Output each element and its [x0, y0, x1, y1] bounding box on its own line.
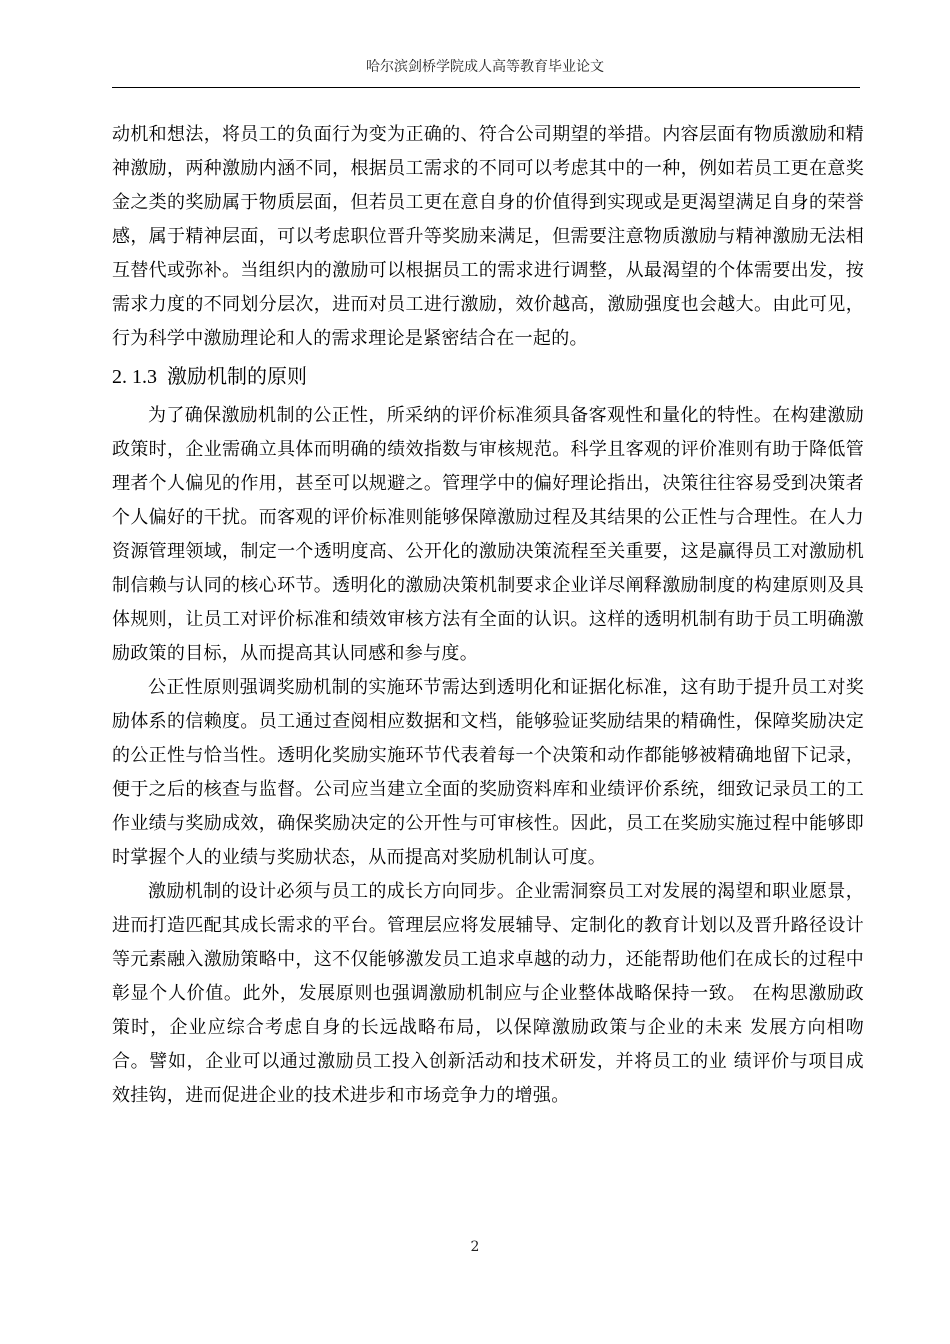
document-body: [112, 118, 864, 1113]
paragraph-objectivity: 为了确保激励机制的公正性，所采纳的评价标准须具备客观性和量化的特性。在构建激励政策时，企业需确立具体而明确的绩效指数与审核规范。科学且客观的评价准则有助于降低管理者个人偏见的作用，甚至可以规避之。管理学中的偏好理论指出，决策往往容易受到决策者个人偏好的干扰。而客观的评价标准则能够保障激励过程及其结果的公正性与合理性。在人力资源管理领域，制定一个透明度高、公开化的激励决策流程至关重要，这是赢得员工对激励机制信赖与认同的核心环节。透明化的激励决策机制要求企业详尽阐释激励制度的构建原则及具体规则，让员工对评价标准和绩效审核方法有全面的认识。这样的透明机制有助于员工明确激励政策的目标，从而提高其认同感和参与度。: [112, 405, 864, 664]
page-header-title: 哈尔滨剑桥学院成人高等教育毕业论文: [366, 59, 604, 75]
header-divider: [112, 87, 860, 88]
section-title: 激励机制的原则: [167, 364, 307, 388]
section-heading: [112, 358, 864, 395]
paragraph-development: 激励机制的设计必须与员工的成长方向同步。企业需洞察员工对发展的渴望和职业愿景，进而打造匹配其成长需求的平台。管理层应将发展辅导、定制化的教育计划以及晋升路径设计等元素融入激励策略中，这不仅能够激发员工追求卓越的动力，还能帮助他们在成长的过程中彰显个人价值。此外，发展原则也强调激励机制应与企业整体战略保持一致。 在构思激励政策时，企业应综合考虑自身的长远战略布局，以保障激励政策与企业的未来 发展方向相吻合。譬如，企业可以通过激励员工投入创新活动和技术研发，并将员工的业 绩评价与项目成效挂钩，进而促进企业的技术进步和市场竞争力的增强。: [112, 881, 864, 1106]
page-number: 2: [470, 1239, 480, 1255]
paragraph-continued: 动机和想法，将员工的负面行为变为正确的、符合公司期望的举措。内容层面有物质激励和精神激励，两种激励内涵不同，根据员工需求的不同可以考虑其中的一种，例如若员工更在意奖金之类的奖励属于物质层面，但若员工更在意自身的价值得到实现或是更渴望满足自身的荣誉感，属于精神层面，可以考虑职位晋升等奖励来满足，但需要注意物质激励与精神激励无法相互替代或弥补。当组织内的激励可以根据员工的需求进行调整，从最渴望的个体需要出发，按需求力度的不同划分层次，进而对员工进行激励，效价越高，激励强度也会越大。由此可见，行为科学中激励理论和人的需求理论是紧密结合在一起的。: [112, 124, 864, 349]
paragraph-fairness: 公正性原则强调奖励机制的实施环节需达到透明化和证据化标准，这有助于提升员工对奖励体系的信赖度。员工通过查阅相应数据和文档，能够验证奖励结果的精确性，保障奖励决定的公正性与恰当性。透明化奖励实施环节代表着每一个决策和动作都能够被精确地留下记录，便于之后的核查与监督。公司应当建立全面的奖励资料库和业绩评价系统，细致记录员工的工作业绩与奖励成效，确保奖励决定的公开性与可审核性。因此，员工在奖励实施过程中能够即时掌握个人的业绩与奖励状态，从而提高对奖励机制认可度。: [112, 677, 864, 868]
section-number: 2. 1.3: [112, 366, 157, 388]
